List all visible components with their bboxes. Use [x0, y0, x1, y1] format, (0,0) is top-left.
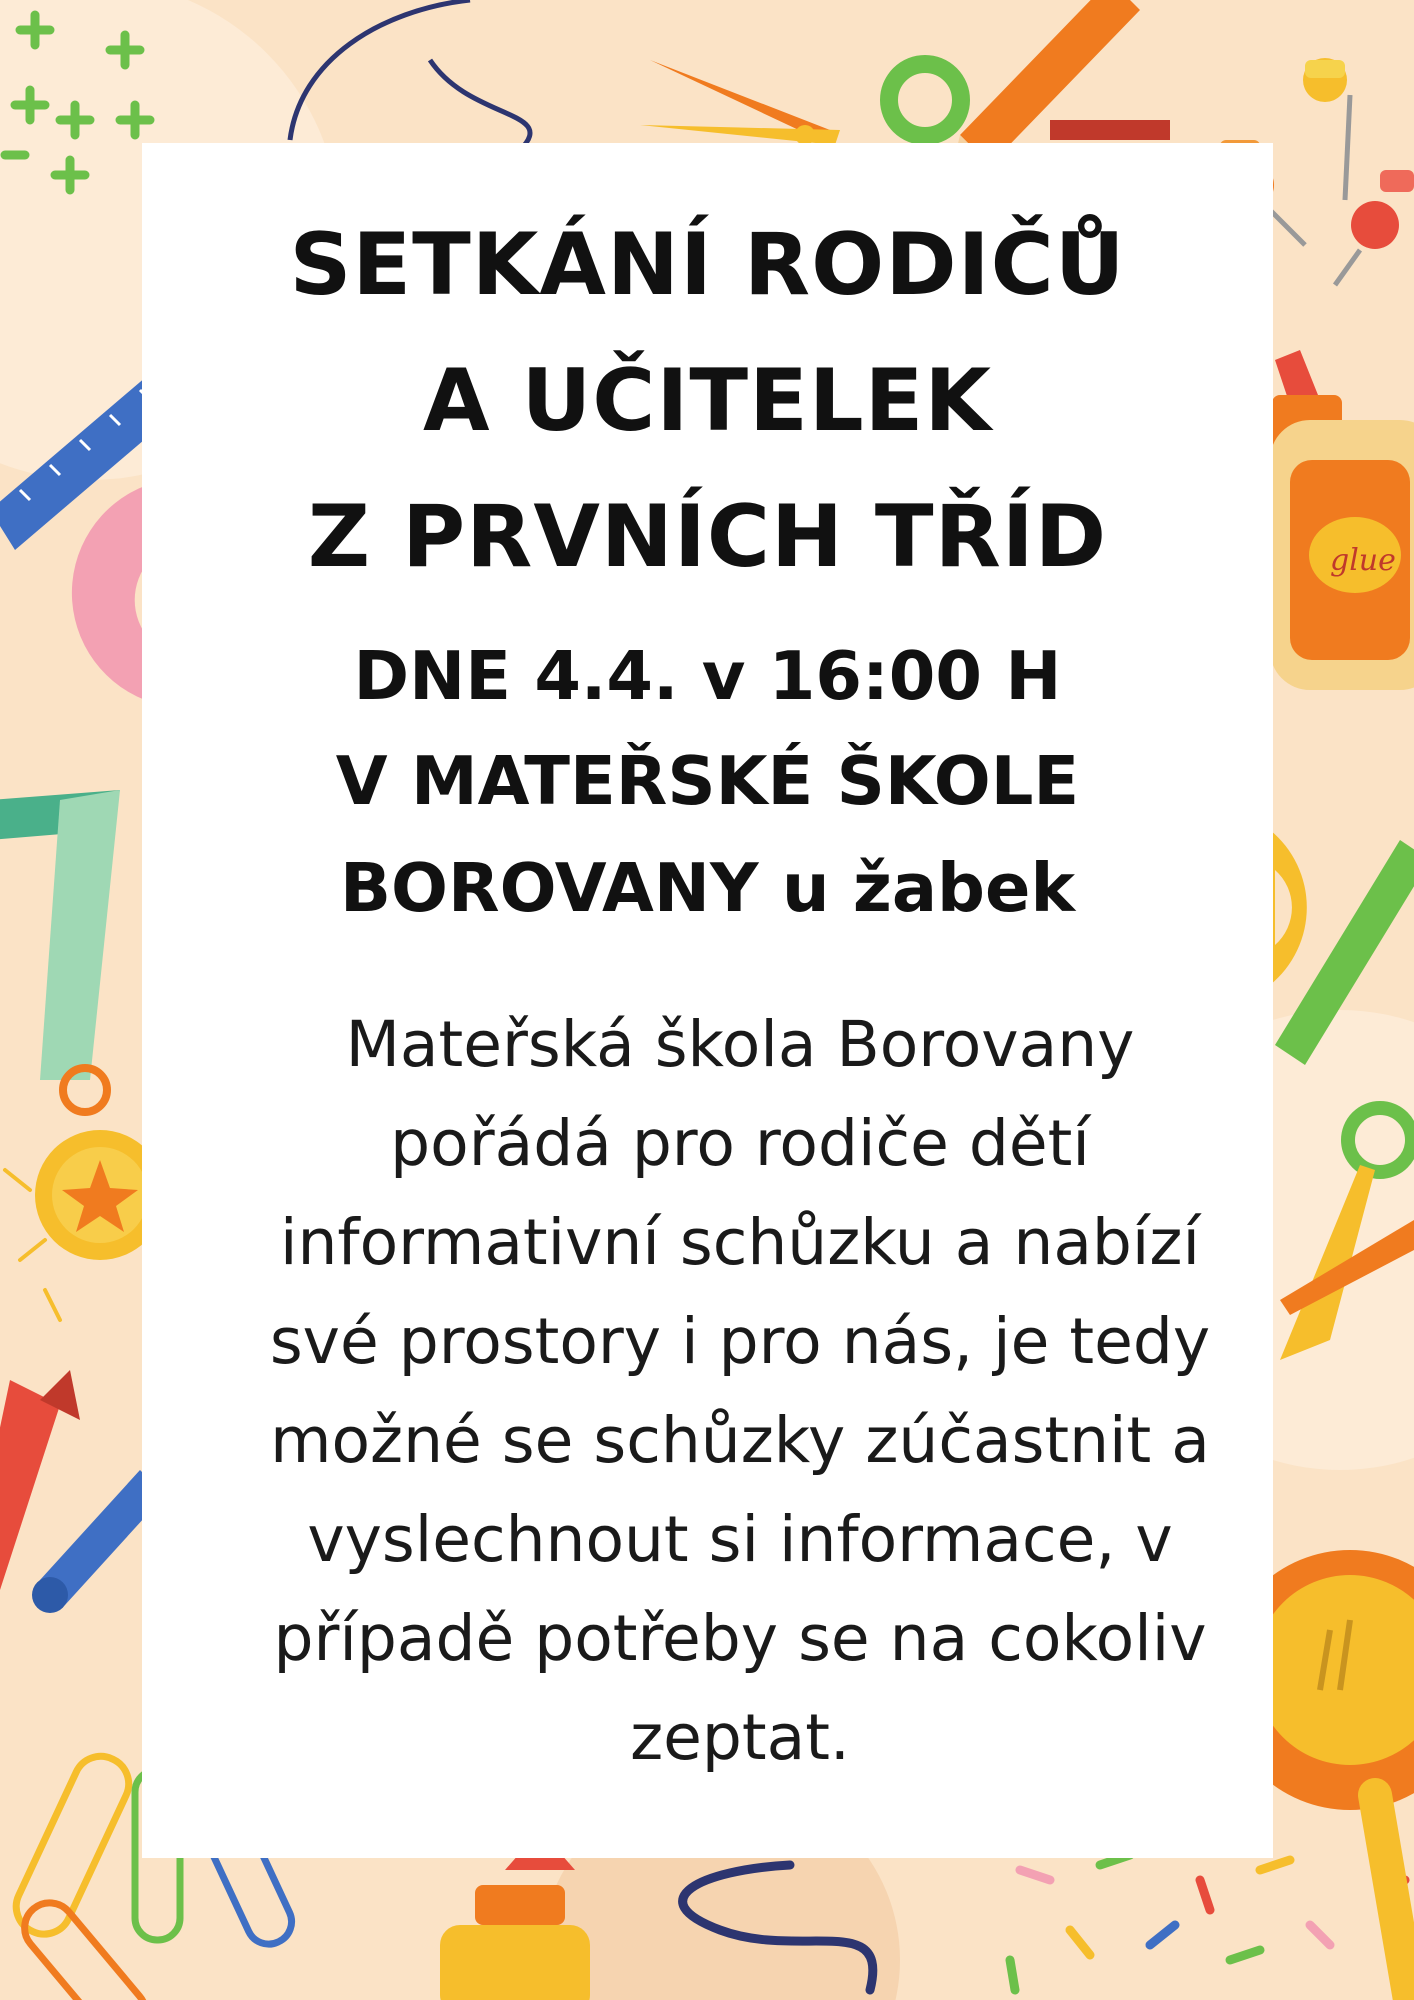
protractor-icon [1270, 830, 1307, 985]
body-line-5: možné se schůzky zúčastnit a [270, 1404, 1210, 1477]
event-date-line: DNE 4.4. v 16:00 H [353, 637, 1062, 715]
body-line-8: zeptat. [630, 1701, 850, 1774]
crayon-icon [0, 1370, 165, 1613]
body-line-4: své prostory i pro nás, je tedy [269, 1305, 1211, 1378]
title-line-3: Z PRVNÍCH TŘÍD [307, 487, 1108, 587]
scissors-icon [640, 60, 961, 145]
event-place-line-1: V MATEŘSKÉ ŠKOLE [335, 742, 1080, 820]
glue-bottle-icon [1270, 350, 1414, 690]
event-place-line-2: BOROVANY u žabek [339, 849, 1076, 927]
sprinkles-decoration [1010, 1855, 1405, 1990]
svg-text:glue: glue [1330, 543, 1396, 578]
body-line-6: vyslechnout si informace, v [307, 1503, 1173, 1576]
medal-icon [0, 790, 165, 1260]
title-line-1: SETKÁNÍ RODIČŮ [289, 215, 1126, 315]
title-line-2: A UČITELEK [422, 351, 993, 451]
body-line-1: Mateřská škola Borovany [345, 1008, 1135, 1081]
body-line-3: informativní schůzku a nabízí [280, 1206, 1200, 1279]
body-line-7: případě potřeby se na cokoliv [273, 1602, 1207, 1675]
body-line-2: pořádá pro rodiče dětí [390, 1107, 1090, 1180]
scribble-decoration [290, 0, 530, 150]
